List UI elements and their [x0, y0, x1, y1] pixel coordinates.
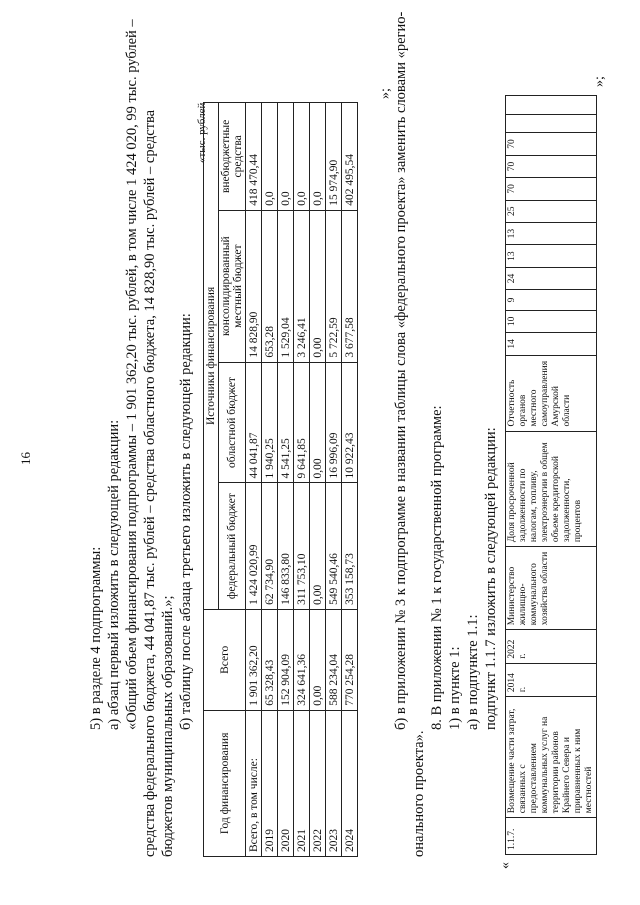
- text-line: онального проекта».: [411, 730, 427, 857]
- text-line: 1) в пункте 1:: [447, 646, 463, 730]
- table-cell: 14 828,90: [246, 210, 262, 362]
- text-line: а) в подпункте 1.1:: [465, 614, 481, 730]
- table-cell: 0,00: [310, 609, 326, 710]
- table-cell: 653,28: [262, 210, 278, 362]
- table-row: [326, 103, 342, 857]
- unit-label: «тыс. рублей: [196, 102, 208, 163]
- table-cell: Доля просроченной задолженности по налогам, топливу, электроэнергии в общем объеме кредиторской задолженности, процентов: [506, 431, 597, 547]
- table-header: консолидированный местный бюджет: [219, 210, 246, 362]
- text-line: «Общий объем финансирования подпрограммы – 1 901 362,20 тыс. рублей, в том числе 1 424 020, 99 тыс. рублей –: [124, 19, 140, 730]
- table-cell: Министерство жилищно-коммунального хозяйства области: [506, 547, 597, 630]
- text-line: 5) в разделе 4 подпрограммы:: [88, 546, 104, 730]
- table-header: внебюджетные средства: [219, 103, 246, 211]
- opening-quote: «: [498, 862, 513, 869]
- table-cell: 3 677,58: [342, 210, 358, 362]
- table-cell: 9 641,85: [294, 362, 310, 483]
- table-cell: 13: [506, 222, 597, 244]
- table-cell: 402 495,54: [342, 103, 358, 211]
- table-cell: 2021: [294, 710, 310, 856]
- table-cell: 14: [506, 333, 597, 355]
- text-line: б) в приложении № 3 к подпрограмме в названии таблицы слова «федерального проекта» заменить словами «регио-: [393, 11, 409, 730]
- table-cell: 588 234,04: [326, 609, 342, 710]
- table-row: [342, 103, 358, 857]
- table-cell: 2024: [342, 710, 358, 856]
- table-cell: 16 996,09: [326, 362, 342, 483]
- table-cell: 353 158,73: [342, 483, 358, 609]
- table-cell: 0,0: [262, 103, 278, 211]
- table-cell: 2014 г.: [506, 663, 597, 696]
- table-cell: 324 641,36: [294, 609, 310, 710]
- closing-quote: »;: [592, 76, 607, 87]
- table-cell: 9: [506, 290, 597, 311]
- table-cell: 10: [506, 310, 597, 332]
- table-cell: 2022 г.: [506, 630, 597, 663]
- table-cell: 770 254,28: [342, 609, 358, 710]
- financing-table: [203, 102, 358, 857]
- table-cell: 1 901 362,20: [246, 609, 262, 710]
- table-row: [506, 96, 597, 855]
- table-cell: [506, 114, 597, 133]
- table-cell: 62 734,90: [262, 483, 278, 609]
- table-cell: 146 833,80: [278, 483, 294, 609]
- table-cell: 0,0: [310, 103, 326, 211]
- table-cell: 24: [506, 267, 597, 289]
- table-cell: 3 246,41: [294, 210, 310, 362]
- table-cell: Отчетность органов местного самоуправления Амурской области: [506, 355, 597, 431]
- text-line: средства федерального бюджета, 44 041,87 тыс. рублей – средства областного бюджета, 14 828,90 тыс. рублей – средства: [142, 109, 158, 857]
- text-line: бюджетов муниципальных образований.»;: [160, 595, 176, 857]
- table-cell: 10 922,43: [342, 362, 358, 483]
- table-cell: 1 940,25: [262, 362, 278, 483]
- table-row: [294, 103, 310, 857]
- closing-quote: »;: [378, 88, 393, 99]
- table-cell: 1 424 020,99: [246, 483, 262, 609]
- table-cell: 70: [506, 133, 597, 155]
- table-cell: 152 904,09: [278, 609, 294, 710]
- table-cell: 0,00: [310, 362, 326, 483]
- page-number: 16: [18, 452, 33, 465]
- table-header: областной бюджет: [219, 362, 246, 483]
- table-cell: 1 529,04: [278, 210, 294, 362]
- text-line: а) абзац первый изложить в следующей редакции:: [106, 419, 122, 730]
- text-line: 8. В приложении № 1 к государственной программе:: [429, 405, 445, 730]
- table-cell: 1.1.7.: [506, 818, 597, 855]
- table-row: [246, 103, 262, 857]
- table-cell: 65 328,43: [262, 609, 278, 710]
- table-cell: [506, 96, 597, 115]
- table-cell: 549 540,46: [326, 483, 342, 609]
- table-cell: 2023: [326, 710, 342, 856]
- table-cell: 44 041,87: [246, 362, 262, 483]
- program-table: [505, 95, 597, 855]
- table-cell: 15 974,90: [326, 103, 342, 211]
- table-row: [262, 103, 278, 857]
- table-cell: 2020: [278, 710, 294, 856]
- table-header: Источники финансирования: [204, 103, 219, 610]
- table-header: федеральный бюджет: [219, 483, 246, 609]
- text-line: подпункт 1.1.7 изложить в следующей редакции:: [483, 427, 499, 730]
- table-row: [278, 103, 294, 857]
- table-cell: 0,0: [294, 103, 310, 211]
- table-cell: 0,00: [310, 210, 326, 362]
- table-cell: Всего, в том числе:: [246, 710, 262, 856]
- table-cell: 0,00: [310, 483, 326, 609]
- table-cell: 0,0: [278, 103, 294, 211]
- table-cell: 70: [506, 178, 597, 200]
- table-cell: 311 753,10: [294, 483, 310, 609]
- table-cell: 2019: [262, 710, 278, 856]
- table-cell: 2022: [310, 710, 326, 856]
- text-line: б) таблицу после абзаца третьего изложить в следующей редакции:: [178, 313, 194, 730]
- table-header: Всего: [204, 609, 246, 710]
- table-cell: 25: [506, 200, 597, 222]
- table-header: Год финансирования: [204, 710, 246, 856]
- table-cell: 13: [506, 245, 597, 267]
- table-cell: 4 541,25: [278, 362, 294, 483]
- table-cell: 418 470,44: [246, 103, 262, 211]
- table-cell: 5 722,59: [326, 210, 342, 362]
- table-cell: Возмещение части затрат, связанных с предоставлением коммунальных услуг на территории районов Крайнего Севера и приравненных к ним местностей: [506, 697, 597, 818]
- table-row: [310, 103, 326, 857]
- table-cell: 70: [506, 155, 597, 177]
